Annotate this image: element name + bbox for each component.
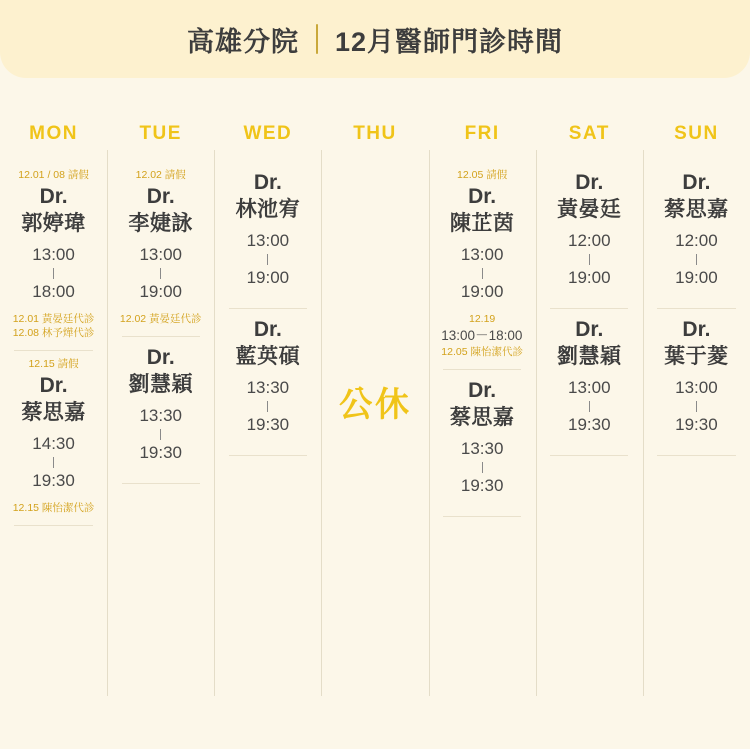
slot-divider [122,336,200,337]
day-header-sat: SAT [568,123,610,144]
day-column-sun [643,122,750,722]
doctor-prefix: Dr. [468,379,497,402]
doctor-prefix: Dr. [682,318,711,341]
end-time: 19:30 [675,415,718,434]
clinic-slot [538,315,641,445]
special-hours: 13:00－18:00 [441,328,523,343]
leave-note: 12.05 請假 [457,169,508,181]
slot-divider [657,308,735,309]
doctor-prefix: Dr. [39,374,68,397]
end-time: 18:00 [32,282,75,301]
slot-notes-top [136,168,186,182]
substitute-note: 12.02 黃晏廷代診 [119,313,202,325]
doctor-name: 蔡思嘉 [449,406,515,429]
time-range-dash [696,401,697,412]
doctor-name: 蔡思嘉 [664,198,729,221]
slot-notes-bottom [441,312,523,359]
doctor-name: 林池宥 [235,198,301,221]
start-time: 13:30 [460,439,504,458]
closed-notice-wrap [339,168,411,722]
leave-note: 12.02 請假 [135,169,186,181]
time-range-dash [267,401,268,412]
doctor-prefix: Dr. [253,318,282,341]
doctor-prefix: Dr. [468,185,497,208]
slot-divider [122,483,200,484]
time-range-dash [160,429,161,440]
start-time: 12:00 [675,231,718,250]
day-column-wed [214,122,321,722]
clinic-slot [216,315,319,445]
clinic-slot [2,168,105,340]
title-divider [316,24,318,54]
slot-divider [550,308,628,309]
slot-notes-top [457,168,507,182]
day-column-thu [321,122,428,722]
substitute-note: 12.19 [468,313,496,325]
doctor-name: 李婕詠 [128,212,193,235]
slot-divider [443,369,521,370]
end-time: 19:00 [460,282,504,301]
day-header-fri: FRI [464,123,500,144]
time-range-dash [696,254,697,265]
doctor-name: 陳芷茵 [449,212,515,235]
start-time: 13:00 [460,245,504,264]
day-header-sun: SUN [674,123,719,144]
day-column-fri [429,122,536,722]
time-range-dash [482,462,483,473]
doctor-prefix: Dr. [146,185,175,208]
doctor-name: 劉慧穎 [128,373,193,396]
clinic-slot [431,376,534,506]
time-range-dash [589,254,590,265]
slot-notes-top [28,357,78,371]
clinic-slot [109,168,212,326]
time-range-dash [589,401,590,412]
clinic-slot [109,343,212,473]
time-range-dash [482,268,483,279]
slot-notes-top [18,168,89,182]
end-time: 19:30 [32,471,75,490]
doctor-prefix: Dr. [146,346,175,369]
slot-divider [14,350,92,351]
time-range-dash [53,268,54,279]
doctor-prefix: Dr. [253,171,282,194]
day-header-wed: WED [243,123,293,144]
end-time: 19:00 [246,268,290,287]
end-time: 19:30 [568,415,611,434]
end-time: 19:00 [139,282,182,301]
end-time: 19:30 [460,476,504,495]
day-header-thu: THU [353,123,397,144]
slot-divider [229,455,307,456]
clinic-slot [538,168,641,298]
doctor-name: 劉慧穎 [557,345,622,368]
end-time: 19:30 [246,415,290,434]
doctor-prefix: Dr. [575,171,604,194]
end-time: 19:00 [675,268,718,287]
substitute-note: 12.08 林予燁代診 [12,327,95,339]
slot-divider [14,525,92,526]
end-time: 19:00 [568,268,611,287]
start-time: 13:00 [246,231,290,250]
doctor-prefix: Dr. [575,318,604,341]
time-range-dash [53,457,54,468]
start-time: 13:00 [139,245,182,264]
start-time: 13:00 [568,378,611,397]
leave-note: 12.01 / 08 請假 [18,169,89,181]
substitute-note: 12.01 黃晏廷代診 [12,313,95,325]
doctor-name: 黃晏廷 [557,198,622,221]
time-range-dash [267,254,268,265]
clinic-slot [645,168,748,298]
doctor-prefix: Dr. [39,185,68,208]
page-title: 12月醫師門診時間 [334,26,564,57]
clinic-slot [216,168,319,298]
clinic-slot [645,315,748,445]
day-column-tue [107,122,214,722]
slot-divider [443,516,521,517]
slot-notes-bottom [13,501,95,515]
slot-notes-bottom [13,312,95,340]
leave-note: 12.15 請假 [28,358,79,370]
doctor-name: 葉于菱 [664,345,729,368]
slot-divider [657,455,735,456]
week-grid [0,122,750,722]
clinic-slot [431,168,534,359]
slot-notes-bottom [120,312,202,326]
start-time: 13:30 [139,406,182,425]
end-time: 19:30 [139,443,182,462]
slot-divider [550,455,628,456]
time-range-dash [160,268,161,279]
start-time: 13:30 [246,378,290,397]
clinic-slot [2,357,105,515]
day-header-tue: TUE [139,123,182,144]
slot-divider [229,308,307,309]
closed-notice: 公休 [338,386,411,424]
start-time: 12:00 [568,231,611,250]
branch-name: 高雄分院 [186,26,299,57]
doctor-name: 蔡思嘉 [21,401,86,424]
doctor-prefix: Dr. [682,171,711,194]
substitute-note: 12.05 陳怡潔代診 [441,346,523,358]
header [0,0,750,78]
doctor-name: 郭婷瑋 [21,212,86,235]
doctor-name: 藍英碩 [235,345,301,368]
substitute-note: 12.15 陳怡潔代診 [12,502,95,514]
day-header-mon: MON [29,123,78,144]
start-time: 13:00 [32,245,75,264]
start-time: 14:30 [32,434,75,453]
day-column-sat [536,122,643,722]
day-column-mon [0,122,107,722]
start-time: 13:00 [675,378,718,397]
